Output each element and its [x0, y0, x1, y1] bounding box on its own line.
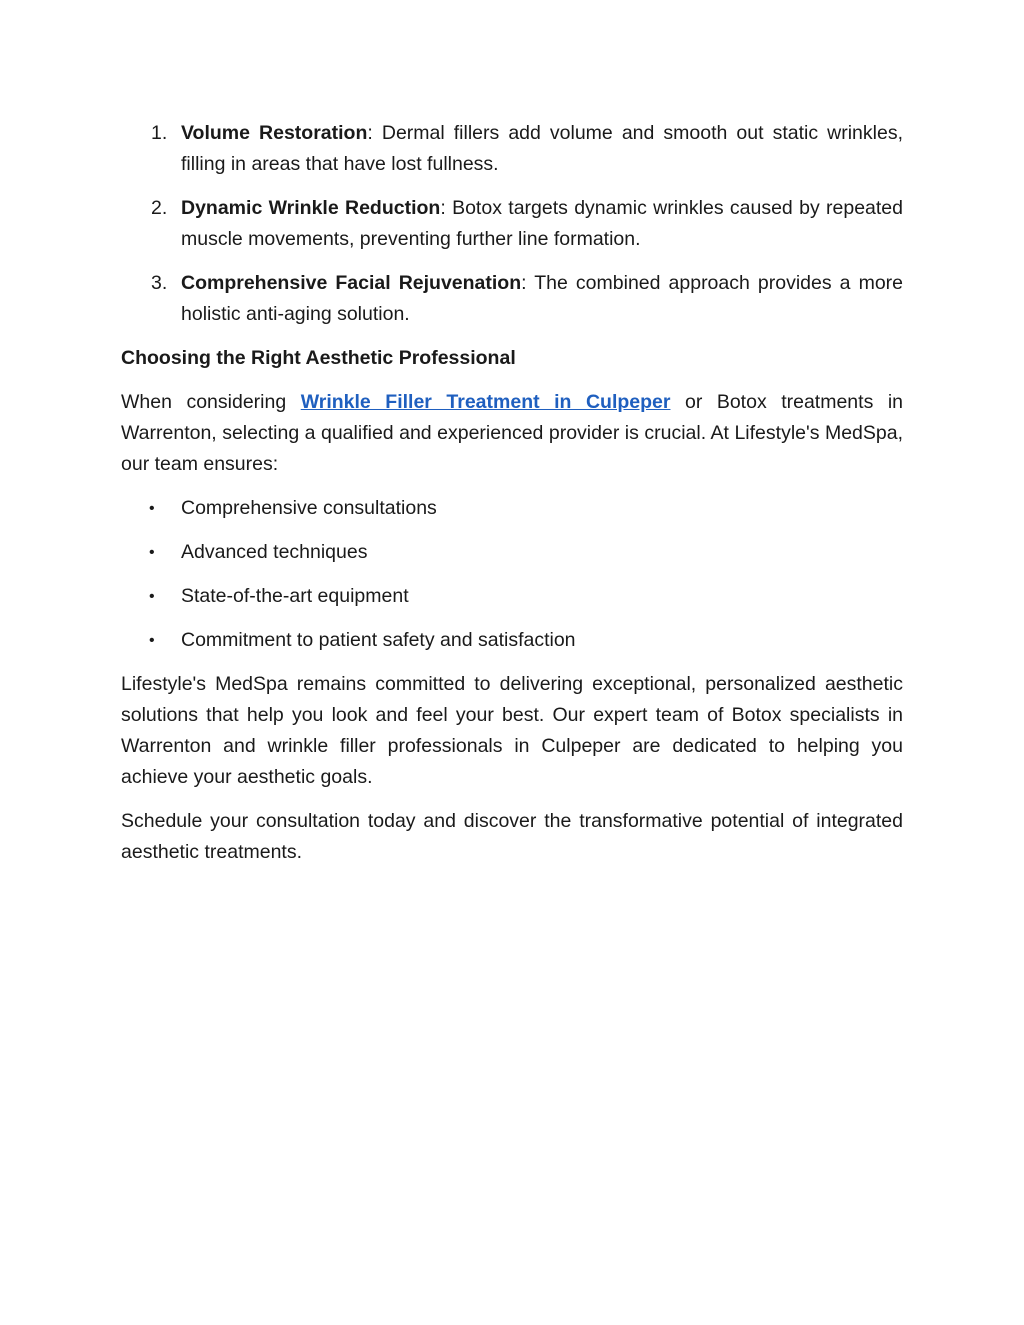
list-number: 1.	[151, 122, 168, 144]
bullet-item	[121, 537, 903, 568]
list-item	[121, 193, 903, 255]
bullet-icon: •	[149, 632, 155, 649]
bullet-icon: •	[149, 544, 155, 561]
bullet-icon: •	[149, 500, 155, 517]
list-item	[121, 268, 903, 330]
section-heading: Choosing the Right Aesthetic Professional	[121, 347, 516, 369]
list-item-title: Dynamic Wrinkle Reduction	[181, 197, 441, 219]
bullet-list	[121, 493, 903, 656]
list-item-text: : Botox targets dynamic wrinkles caused by repeated muscle movements, preventing further line formation.	[181, 197, 903, 250]
list-item-title: Volume Restoration	[181, 122, 368, 144]
document-page	[121, 118, 903, 881]
bullet-item	[121, 493, 903, 524]
list-number: 3.	[151, 272, 168, 294]
list-item-title: Comprehensive Facial Rejuvenation	[181, 272, 522, 294]
intro-text-after: or Botox treatments in Warrenton, selecting a qualified and experienced provider is crucial. At Lifestyle's MedSpa, our team ensures:	[121, 391, 904, 475]
wrinkle-filler-link[interactable]: Wrinkle Filler Treatment in Culpeper	[300, 391, 671, 413]
intro-text-before: When considering	[121, 391, 301, 413]
schedule-paragraph: Schedule your consultation today and discover the transformative potential of integrated aesthetic treatments.	[121, 810, 903, 863]
bullet-icon: •	[149, 588, 155, 605]
bullet-item	[121, 625, 903, 656]
bullet-text: State-of-the-art equipment	[181, 585, 409, 607]
bullet-text: Commitment to patient safety and satisfaction	[181, 629, 576, 651]
bullet-text: Comprehensive consultations	[181, 497, 437, 519]
bullet-item	[121, 581, 903, 612]
intro-paragraph	[121, 387, 903, 480]
list-item-text: : Dermal fillers add volume and smooth out static wrinkles, filling in areas that have lost fullness.	[181, 122, 903, 175]
list-number: 2.	[151, 197, 168, 219]
list-item-text: : The combined approach provides a more holistic anti-aging solution.	[181, 272, 903, 325]
list-item	[121, 118, 903, 180]
bullet-text: Advanced techniques	[181, 541, 368, 563]
numbered-list	[121, 118, 903, 330]
commitment-paragraph: Lifestyle's MedSpa remains committed to delivering exceptional, personalized aesthetic solutions that help you look and feel your best. Our expert team of Botox specialists in Warrenton and wrinkle filler professionals in Culpeper are dedicated to helping you achieve your aesthetic goals.	[121, 673, 903, 788]
